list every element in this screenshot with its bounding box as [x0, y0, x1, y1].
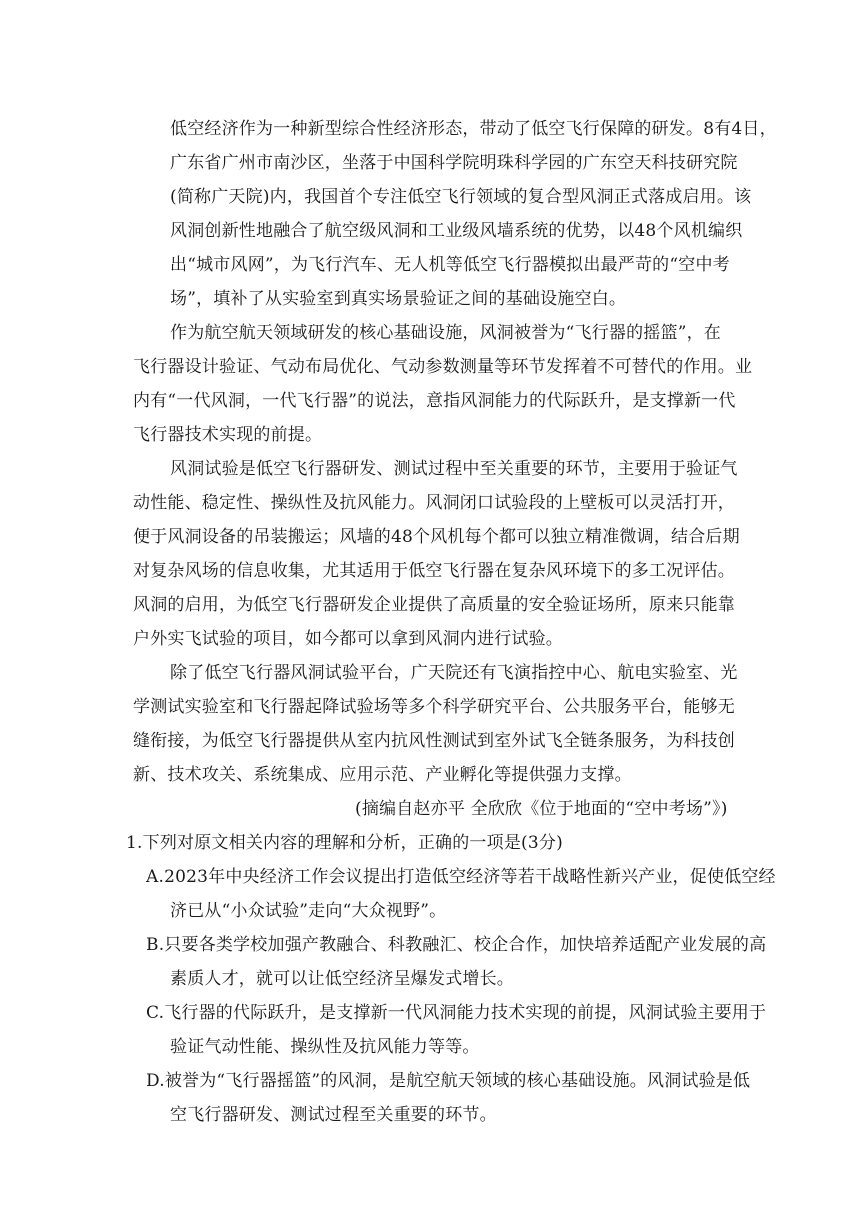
paragraph-line: 除了低空飞行器风洞试验平台，广天院还有飞演指控中心、航电实验室、光	[170, 663, 738, 683]
article-source: (摘编自赵亦平 全欣欣《位于地面的“空中考场”》)	[355, 799, 728, 819]
paragraph-line: 作为航空航天领域研发的核心基础设施，风洞被誉为“飞行器的摇篮”，在	[170, 323, 721, 343]
option-line: A.2023年中央经济工作会议提出打造低空经济等若干战略性新兴产业，促使低空经	[146, 867, 776, 887]
paragraph-line: 动性能、稳定性、操纵性及抗风能力。风洞闭口试验段的上壁板可以灵活打开，	[133, 493, 735, 513]
paragraph-line: 对复杂风场的信息收集，尤其适用于低空飞行器在复杂风环境下的多工况评估。	[133, 561, 735, 581]
paragraph-line: 学测试实验室和飞行器起降试验场等多个科学研究平台、公共服务平台，能够无	[133, 697, 735, 717]
paragraph-line: 风洞试验是低空飞行器研发、测试过程中至关重要的环节，主要用于验证气	[170, 459, 738, 479]
option-line: 素质人才，就可以让低空经济呈爆发式增长。	[170, 969, 514, 989]
option-line: D.被誉为“飞行器摇篮”的风洞，是航空航天领域的核心基础设施。风洞试验是低	[146, 1071, 751, 1091]
paragraph-line: 户外实飞试验的项目，如今都可以拿到风洞内进行试验。	[133, 629, 563, 649]
paragraph-line: (简称广天院)内，我国首个专注低空飞行领域的复合型风洞正式落成启用。该	[170, 187, 752, 207]
option-line: 验证气动性能、操纵性及抗风能力等等。	[170, 1037, 480, 1057]
paragraph-line: 便于风洞设备的吊装搬运；风墙的48个风机每个都可以独立精准微调，结合后期	[133, 527, 740, 547]
option-line: C.飞行器的代际跃升，是支撑新一代风洞能力技术实现的前提，风洞试验主要用于	[146, 1003, 767, 1023]
option-line: B.只要各类学校加强产教融合、科教融汇、校企合作，加快培养适配产业发展的高	[146, 935, 767, 955]
question-stem: 1.下列对原文相关内容的理解和分析，正确的一项是(3分)	[126, 833, 563, 853]
paragraph-line: 出“城市风网”，为飞行汽车、无人机等低空飞行器模拟出最严苛的“空中考	[170, 255, 730, 275]
paragraph-line: 场”，填补了从实验室到真实场景验证之间的基础设施空白。	[170, 289, 627, 309]
paragraph-line: 内有“一代风洞，一代飞行器”的说法，意指风洞能力的代际跃升，是支撑新一代	[133, 391, 736, 411]
paragraph-line: 缝衔接，为低空飞行器提供从室内抗风性测试到室外试飞全链条服务，为科技创	[133, 731, 735, 751]
paragraph-line: 广东省广州市南沙区，坐落于中国科学院明珠科学园的广东空天科技研究院	[170, 153, 738, 173]
paragraph-line: 飞行器设计验证、气动布局优化、气动参数测量等环节发挥着不可替代的作用。业	[133, 357, 753, 377]
paragraph-line: 新、技术攻关、系统集成、应用示范、产业孵化等提供强力支撑。	[133, 765, 632, 785]
option-line: 空飞行器研发、测试过程至关重要的环节。	[170, 1105, 497, 1125]
paragraph-line: 飞行器技术实现的前提。	[133, 425, 323, 445]
paragraph-line: 风洞创新性地融合了航空级风洞和工业级风墙系统的优势，以48个风机编织	[170, 221, 743, 241]
paragraph-line: 风洞的启用，为低空飞行器研发企业提供了高质量的安全验证场所，原来只能靠	[133, 595, 735, 615]
option-line: 济已从“小众试验”走向“大众视野”。	[170, 901, 447, 921]
paragraph-line: 低空经济作为一种新型综合性经济形态，带动了低空飞行保障的研发。8有4日，	[170, 119, 777, 139]
